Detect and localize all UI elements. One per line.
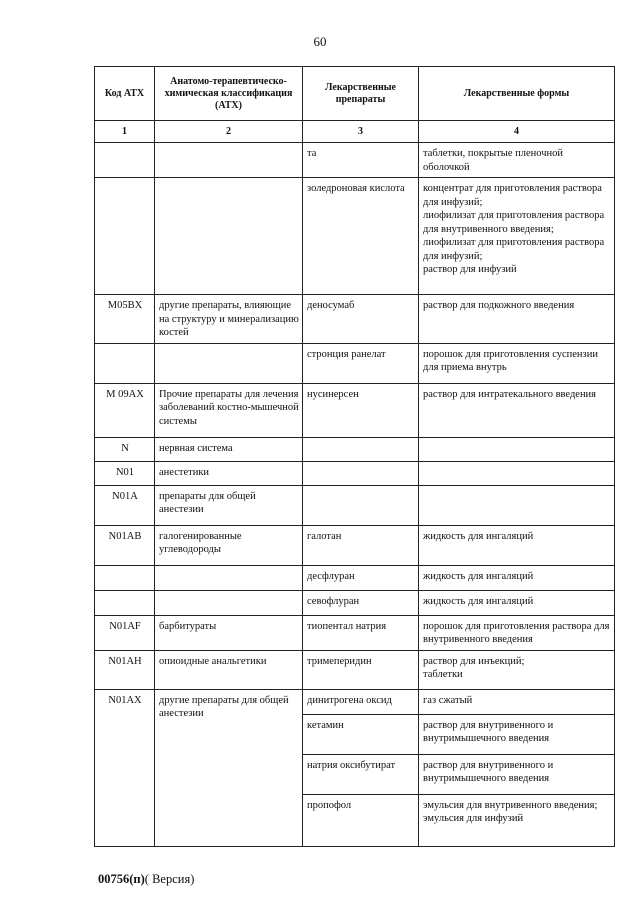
atx-group-cell: анестетики [155, 461, 303, 485]
dosage-form-cell: раствор для подкожного введения [419, 295, 615, 344]
atx-code-cell: N01AF [95, 615, 155, 650]
dosage-form-cell [419, 437, 615, 461]
table-row [95, 615, 615, 650]
table-row [95, 383, 615, 437]
drug-cell: нусинерсен [303, 383, 419, 437]
atx-group-cell: Прочие препараты для лечения заболеваний костно-мышечной системы [155, 383, 303, 437]
dosage-form-cell [419, 485, 615, 525]
column-number: 3 [303, 121, 419, 143]
dosage-form-cell: раствор для внутривенного и внутримышечного введения [419, 754, 615, 794]
atx-group-cell [155, 565, 303, 590]
table-row [95, 461, 615, 485]
drug-cell: кетамин [303, 714, 419, 754]
atx-code-cell [95, 565, 155, 590]
atx-group-cell [155, 343, 303, 383]
table-header-row [95, 67, 615, 121]
dosage-form-cell: газ сжатый [419, 689, 615, 714]
atx-code-cell [95, 590, 155, 615]
header-drugs: Лекарственные препараты [303, 67, 419, 121]
drug-cell: галотан [303, 525, 419, 565]
drug-cell: золедроновая кислота [303, 178, 419, 295]
table-row [95, 295, 615, 344]
table-row [95, 143, 615, 178]
header-atx: Анатомо-терапевтическо-химическая классификация (АТХ) [155, 67, 303, 121]
atx-group-cell [155, 590, 303, 615]
drug-cell: деносумаб [303, 295, 419, 344]
column-number: 1 [95, 121, 155, 143]
table-row [95, 689, 615, 714]
atx-code-cell: N01AH [95, 650, 155, 689]
header-forms: Лекарственные формы [419, 67, 615, 121]
atx-group-cell: другие препараты, влияющие на структуру и минерализацию костей [155, 295, 303, 344]
drug-cell: тримеперидин [303, 650, 419, 689]
drug-cell: стронция ранелат [303, 343, 419, 383]
drug-cell: десфлуран [303, 565, 419, 590]
header-code: Код АТХ [95, 67, 155, 121]
atx-group-cell: препараты для общей анестезии [155, 485, 303, 525]
dosage-form-cell: таблетки, покрытые пленочной оболочкой [419, 143, 615, 178]
drug-cell [303, 461, 419, 485]
dosage-form-cell [419, 461, 615, 485]
atx-group-cell [155, 178, 303, 295]
table-row [95, 343, 615, 383]
table-row [95, 437, 615, 461]
column-number: 4 [419, 121, 615, 143]
dosage-form-cell: раствор для внутривенного и внутримышечного введения [419, 714, 615, 754]
atx-group-cell [155, 143, 303, 178]
column-number-row [95, 121, 615, 143]
drug-cell: севофлуран [303, 590, 419, 615]
atx-code-cell [95, 343, 155, 383]
dosage-form-cell: порошок для приготовления суспензии для приема внутрь [419, 343, 615, 383]
drug-cell: та [303, 143, 419, 178]
dosage-form-cell: жидкость для ингаляций [419, 565, 615, 590]
atx-code-cell [95, 178, 155, 295]
dosage-form-cell: жидкость для ингаляций [419, 525, 615, 565]
atx-code-cell: M05BX [95, 295, 155, 344]
drug-cell: динитрогена оксид [303, 689, 419, 714]
atx-code-cell: N01 [95, 461, 155, 485]
document-code: 00756(п) [98, 872, 145, 886]
table-row [95, 565, 615, 590]
document-version: ( Версия) [144, 872, 195, 886]
table-row [95, 178, 615, 295]
atx-group-cell: барбитураты [155, 615, 303, 650]
table-row [95, 590, 615, 615]
dosage-form-cell: жидкость для ингаляций [419, 590, 615, 615]
table-row [95, 485, 615, 525]
document-id [98, 872, 194, 887]
page-number: 60 [313, 34, 327, 49]
atx-group-cell: нервная система [155, 437, 303, 461]
atx-code-cell: N01AX [95, 689, 155, 846]
dosage-form-cell: порошок для приготовления раствора для внутривенного введения [419, 615, 615, 650]
drug-cell: пропофол [303, 794, 419, 846]
dosage-form-cell: концентрат для приготовления раствора для инфузий; лиофилизат для приготовления раствора для внутривенного введения; лиофилизат для приготовления раствора для инфузий; раствор для инфузий [419, 178, 615, 295]
drug-cell [303, 485, 419, 525]
dosage-form-cell: раствор для инъекций; таблетки [419, 650, 615, 689]
atx-group-cell: опиоидные анальгетики [155, 650, 303, 689]
table-row [95, 525, 615, 565]
atx-code-cell [95, 143, 155, 178]
atx-code-cell: N [95, 437, 155, 461]
column-number: 2 [155, 121, 303, 143]
drug-cell: натрия оксибутират [303, 754, 419, 794]
atx-group-cell: галогенированные углеводороды [155, 525, 303, 565]
dosage-form-cell: эмульсия для внутривенного введения; эмульсия для инфузий [419, 794, 615, 846]
drug-cell [303, 437, 419, 461]
atx-code-cell: M 09AX [95, 383, 155, 437]
atx-table [94, 66, 615, 847]
atx-group-cell: другие препараты для общей анестезии [155, 689, 303, 846]
atx-code-cell: N01AB [95, 525, 155, 565]
atx-code-cell: N01A [95, 485, 155, 525]
drug-cell: тиопентал натрия [303, 615, 419, 650]
dosage-form-cell: раствор для интратекального введения [419, 383, 615, 437]
table-row [95, 650, 615, 689]
